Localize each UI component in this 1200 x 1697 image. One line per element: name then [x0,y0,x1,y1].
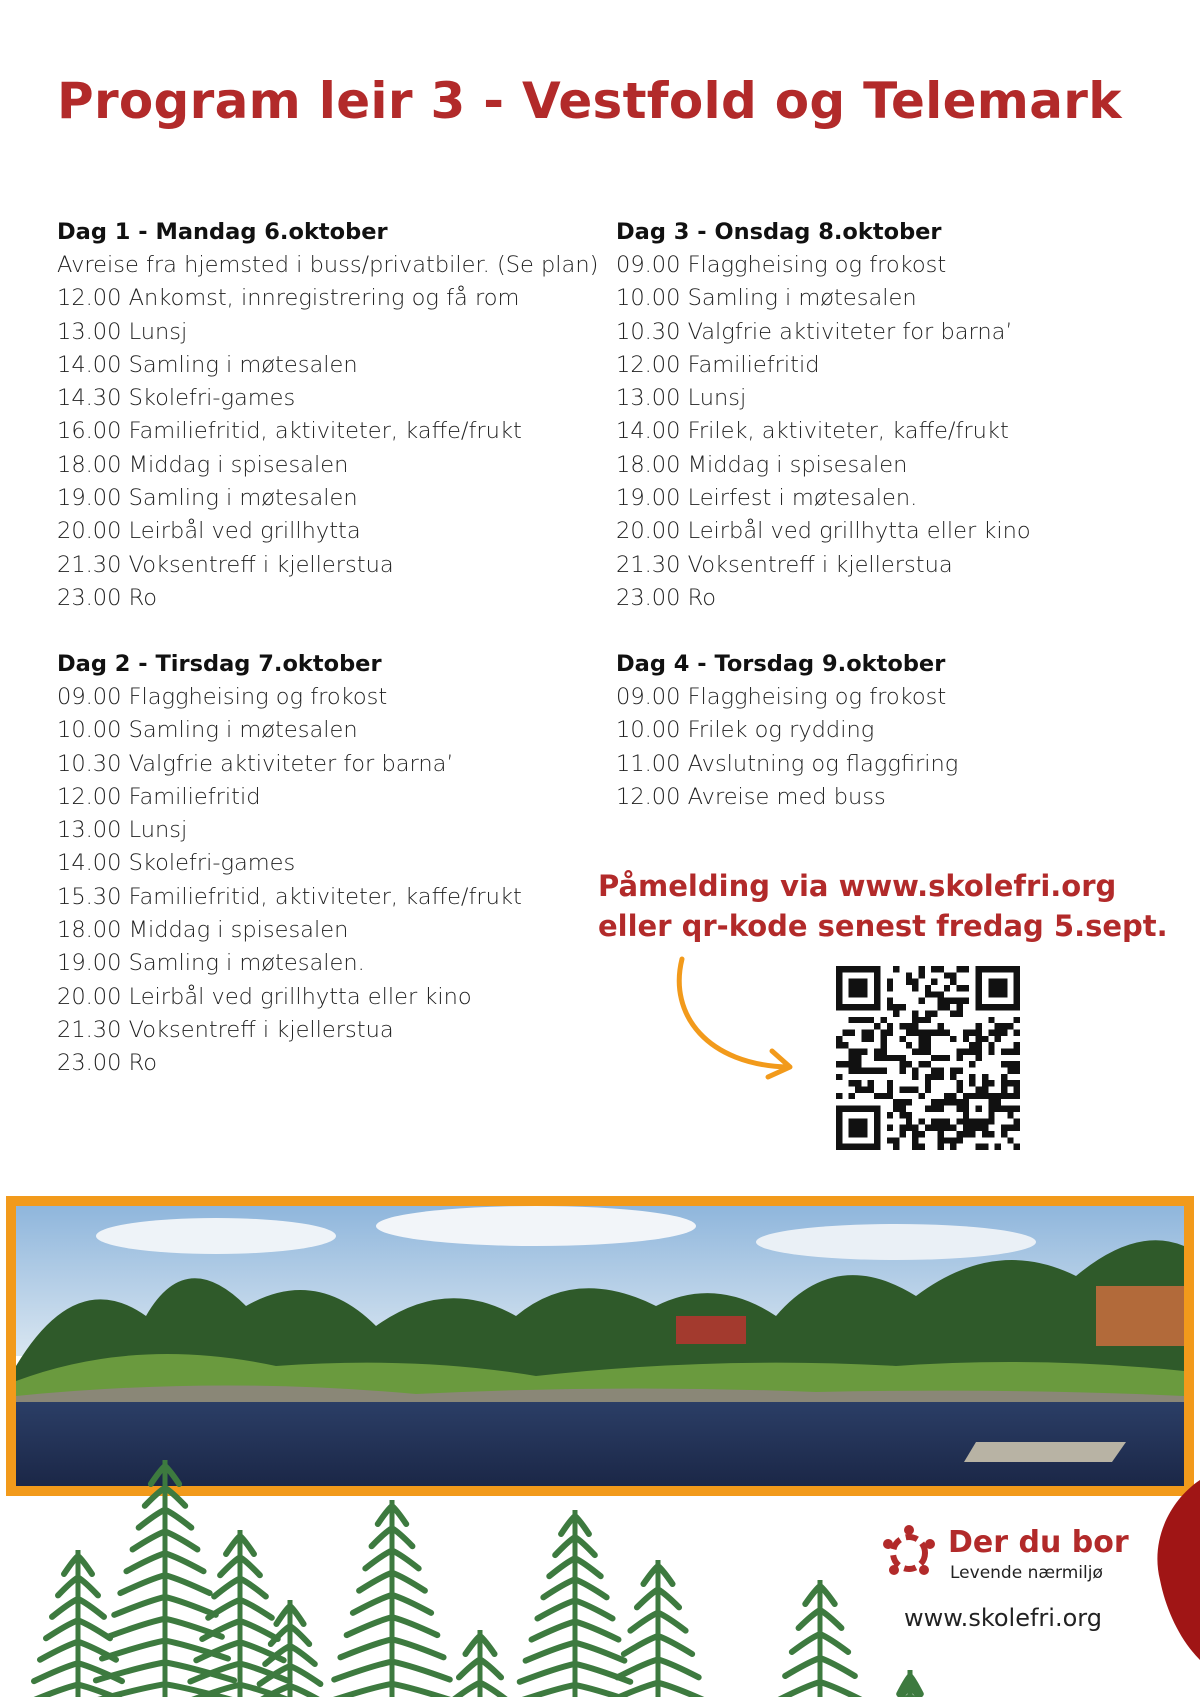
schedule-item: 23.00 Ro [57,584,157,611]
schedule-item: 12.00 Familiefritid [57,783,261,810]
schedule-item: 13.00 Lunsj [57,318,188,345]
schedule-item: 10.00 Frilek og rydding [616,717,875,744]
red-brush-stroke-decoration [1140,1480,1200,1660]
day-items [57,681,617,1081]
day-1-schedule [57,216,617,615]
schedule-item: 21.30 Voksentreff i kjellerstua [57,1016,394,1043]
schedule-item: Avreise fra hjemsted i buss/privatbiler. (Se plan) [57,252,599,278]
schedule-item: 14.00 Samling i møtesalen [57,351,358,378]
day-items [616,681,1176,814]
schedule-item: 23.00 Ro [616,584,716,611]
schedule-item: 10.00 Samling i møtesalen [57,717,358,744]
day-heading: Dag 2 - Tirsdag 7.oktober [57,651,382,677]
der-du-bor-logo [880,1524,1129,1586]
schedule-item: 23.00 Ro [57,1050,157,1077]
schedule-item: 11.00 Avslutning og flaggfiring [616,750,959,777]
schedule-item: 19.00 Samling i møtesalen. [57,950,365,977]
spruce-tree [452,1630,507,1697]
schedule-item: 20.00 Leirbål ved grillhytta [57,518,361,545]
day-items [616,249,1176,615]
schedule-item: 12.00 Ankomst, innregistrering og få rom [57,285,520,312]
schedule-item: 14.00 Frilek, aktiviteter, kaffe/frukt [616,418,1009,445]
logo-subtitle: Levende nærmiljø [950,1563,1103,1583]
page-title: Program leir 3 - Vestfold og Telemark [57,72,1122,130]
schedule-item: 10.30 Valgfrie aktiviteter for barna’ [616,318,1013,345]
signup-line-2: eller qr-kode senest fredag 5.sept. [598,909,1168,943]
schedule-item: 13.00 Lunsj [616,385,747,412]
signup-notice [598,866,1168,946]
schedule-item: 09.00 Flaggheising og frokost [57,684,388,710]
schedule-item: 19.00 Leirfest i møtesalen. [616,485,918,512]
schedule-item: 13.00 Lunsj [57,817,188,844]
schedule-item: 21.30 Voksentreff i kjellerstua [616,551,953,578]
spruce-tree [90,1460,240,1697]
logo-title: Der du bor [948,1525,1129,1560]
schedule-item: 15.30 Familiefritid, aktiviteter, kaffe/frukt [57,883,522,910]
day-items [57,249,617,615]
schedule-item: 09.00 Flaggheising og frokost [616,684,947,710]
schedule-item: 18.00 Middag i spisesalen [616,451,908,478]
qr-code-icon[interactable] [836,966,1020,1150]
schedule-item: 20.00 Leirbål ved grillhytta eller kino [57,983,472,1010]
schedule-item: 14.00 Skolefri-games [57,850,296,877]
signup-line-1[interactable]: Påmelding via www.skolefri.org [598,869,1117,903]
day-2-schedule [57,648,617,1081]
schedule-item: 18.00 Middag i spisesalen [57,451,349,478]
schedule-item: 14.30 Skolefri-games [57,385,296,412]
day-heading: Dag 3 - Onsdag 8.oktober [616,219,942,245]
schedule-item: 16.00 Familiefritid, aktiviteter, kaffe/frukt [57,418,522,445]
day-heading: Dag 1 - Mandag 6.oktober [57,219,388,245]
schedule-item: 12.00 Familiefritid [616,351,820,378]
schedule-item: 20.00 Leirbål ved grillhytta eller kino [616,518,1031,545]
day-4-schedule [616,648,1176,814]
spruce-tree [514,1510,636,1697]
schedule-item: 10.00 Samling i møtesalen [616,285,917,312]
spruce-tree [778,1580,861,1697]
curved-arrow-icon [668,955,808,1085]
day-heading: Dag 4 - Torsdag 9.oktober [616,651,946,677]
schedule-item: 19.00 Samling i møtesalen [57,485,358,512]
footer-website-link[interactable]: www.skolefri.org [904,1604,1102,1632]
spruce-tree [894,1670,927,1697]
people-circle-icon [880,1524,938,1582]
schedule-item: 10.30 Valgfrie aktiviteter for barna’ [57,750,454,777]
schedule-item: 18.00 Middag i spisesalen [57,917,349,944]
spruce-tree [611,1560,705,1697]
schedule-item: 09.00 Flaggheising og frokost [616,252,947,278]
spruce-tree [328,1500,456,1697]
day-3-schedule [616,216,1176,615]
schedule-item: 21.30 Voksentreff i kjellerstua [57,551,394,578]
schedule-item: 12.00 Avreise med buss [616,783,886,810]
